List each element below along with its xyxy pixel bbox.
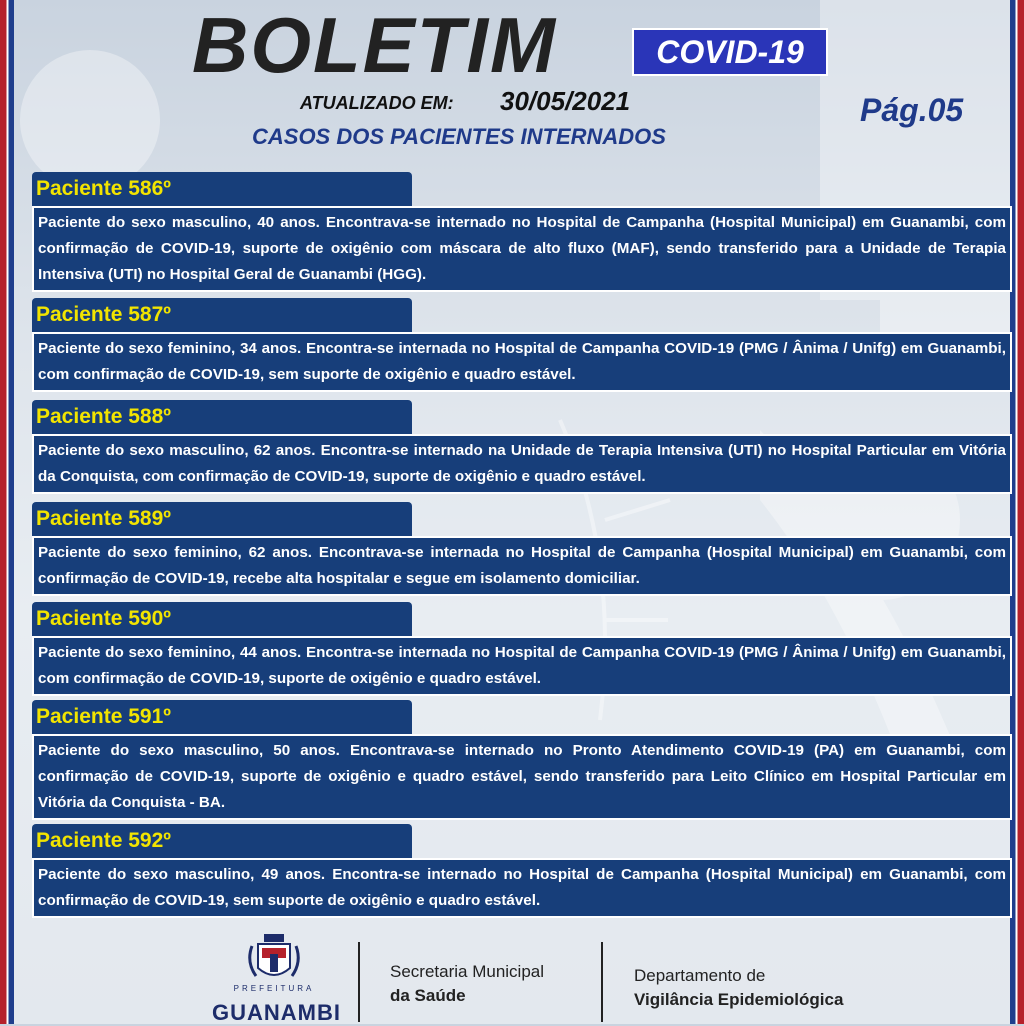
page-number: Pág.05 xyxy=(860,92,964,128)
patient-description: Paciente do sexo feminino, 62 anos. Encontrava-se internada no Hospital de Campanha (Hospital Municipal) em Guanambi, com confirmação de COVID-19, recebe alta hospitalar e segue em isolamento domiciliar. xyxy=(32,536,1012,596)
secretaria-line2: da Saúde xyxy=(390,986,466,1005)
patient-label: Paciente 590º xyxy=(32,602,412,636)
bulletin-title: BOLETIM xyxy=(192,1,557,89)
patient-label: Paciente 589º xyxy=(32,502,412,536)
patient-label: Paciente 588º xyxy=(32,400,412,434)
departamento-line1: Departamento de xyxy=(634,966,766,985)
patient-description: Paciente do sexo masculino, 62 anos. Encontra-se internado na Unidade de Terapia Intensiva (UTI) no Hospital Particular em Vitória da Conquista, com confirmação de COVID-19, suporte de oxigênio e quadro estável. xyxy=(32,434,1012,494)
patient-description: Paciente do sexo masculino, 40 anos. Encontrava-se internado no Hospital de Campanha (Hospital Municipal) em Guanambi, com confirmação de COVID-19, suporte de oxigênio com máscara de alto fluxo (MAF), sendo transferido para a Unidade de Terapia Intensiva (UTI) no Hospital Geral de Guanambi (HGG). xyxy=(32,206,1012,292)
secretaria-line1: Secretaria Municipal xyxy=(390,962,545,981)
patient-description: Paciente do sexo masculino, 50 anos. Encontrava-se internado no Pronto Atendimento COVID-19 (PA) em Guanambi, com confirmação de COVID-19, suporte de oxigênio e quadro estável, sendo transferido para Leito Clínico em Hospital Particular em Vitória da Conquista - BA. xyxy=(32,734,1012,820)
footer-divider xyxy=(601,942,603,1022)
patient-label: Paciente 592º xyxy=(32,824,412,858)
patient-label: Paciente 587º xyxy=(32,298,412,332)
covid-badge: COVID-19 xyxy=(632,28,828,76)
coat-of-arms-icon xyxy=(212,932,336,992)
guanambi-logo xyxy=(212,932,341,1025)
logo-prefeitura-label: PREFEITURA xyxy=(233,984,315,993)
section-subtitle: CASOS DOS PACIENTES INTERNADOS xyxy=(252,124,666,149)
updated-label: ATUALIZADO EM: xyxy=(300,93,454,113)
footer-divider xyxy=(358,942,360,1022)
patient-description: Paciente do sexo feminino, 44 anos. Encontra-se internada no Hospital de Campanha COVID-19 (PMG / Ânima / Unifg) em Guanambi, com confirmação de COVID-19, suporte de oxigênio e quadro estável. xyxy=(32,636,1012,696)
patient-description: Paciente do sexo feminino, 34 anos. Encontra-se internada no Hospital de Campanha COVID-19 (PMG / Ânima / Unifg) em Guanambi, com confirmação de COVID-19, sem suporte de oxigênio e quadro estável. xyxy=(32,332,1012,392)
patient-label: Paciente 591º xyxy=(32,700,412,734)
updated-date: 30/05/2021 xyxy=(500,86,631,116)
patient-label: Paciente 586º xyxy=(32,172,412,206)
departamento-line2: Vigilância Epidemiológica xyxy=(634,990,844,1009)
footer xyxy=(0,928,1024,1024)
header xyxy=(0,0,1024,170)
patient-description: Paciente do sexo masculino, 49 anos. Encontra-se internado no Hospital de Campanha (Hospital Municipal) em Guanambi, com confirmação de COVID-19, sem suporte de oxigênio e quadro estável. xyxy=(32,858,1012,918)
logo-city-name: GUANAMBI xyxy=(212,1000,341,1025)
